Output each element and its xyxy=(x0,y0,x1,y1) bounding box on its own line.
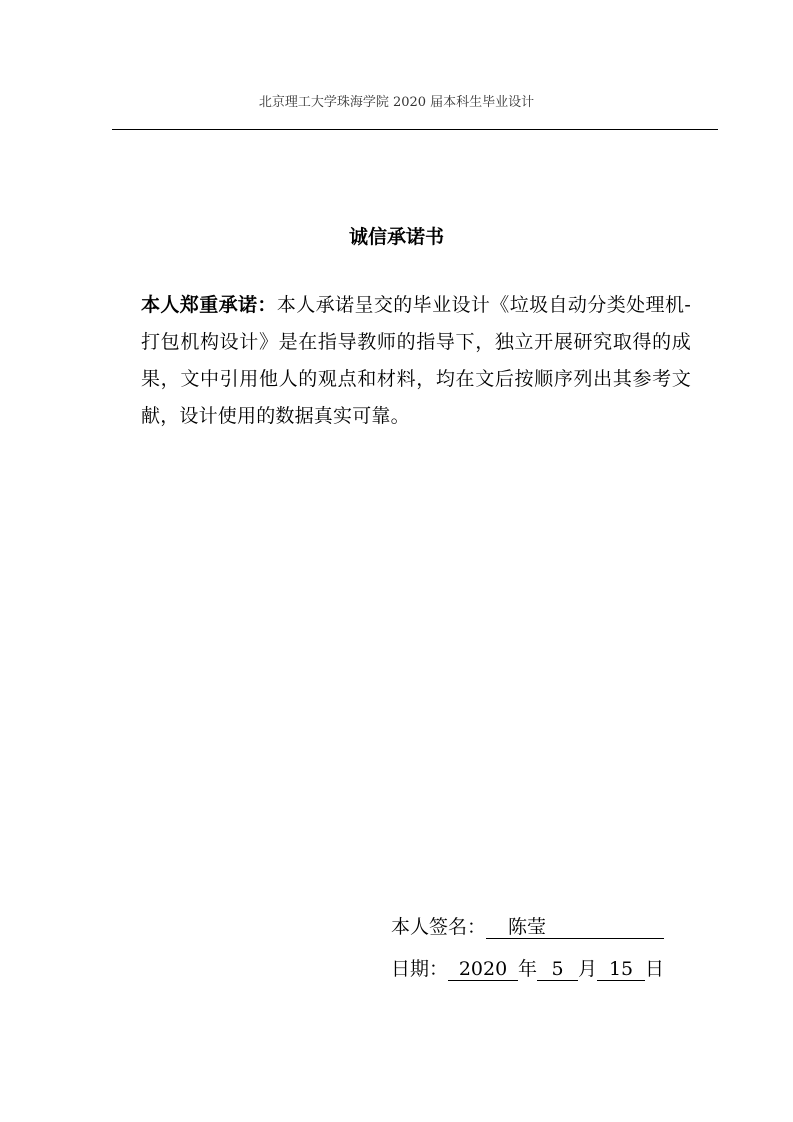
pledge-text: 本人承诺呈交的毕业设计《垃圾自动分类处理机-打包机构设计》是在指导教师的指导下，独立开展研究取得的成果，文中引用他人的观点和材料，均在文后按顺序列出其参考文献，设计使用的数据真实可靠。 xyxy=(141,294,691,427)
pledge-paragraph xyxy=(141,287,691,435)
date-year-unit: 年 xyxy=(518,958,538,980)
signature-field xyxy=(486,916,664,939)
date-year-field: 2020 xyxy=(448,958,518,981)
signature-row xyxy=(391,914,664,940)
signature-label: 本人签名： xyxy=(391,916,487,938)
date-month-unit: 月 xyxy=(578,958,598,980)
page-header: 北京理工大学珠海学院 2020 届本科生毕业设计 xyxy=(258,95,535,110)
pledge-lead: 本人郑重承诺： xyxy=(141,294,277,316)
header-divider xyxy=(112,129,718,130)
date-day-field: 15 xyxy=(597,958,645,981)
date-day-unit: 日 xyxy=(645,958,665,980)
signature-name: 陈莹 xyxy=(508,916,547,938)
date-month-field: 5 xyxy=(537,958,578,981)
document-title: 诚信承诺书 xyxy=(348,226,444,248)
date-label: 日期： xyxy=(391,958,449,980)
date-row xyxy=(391,956,664,982)
